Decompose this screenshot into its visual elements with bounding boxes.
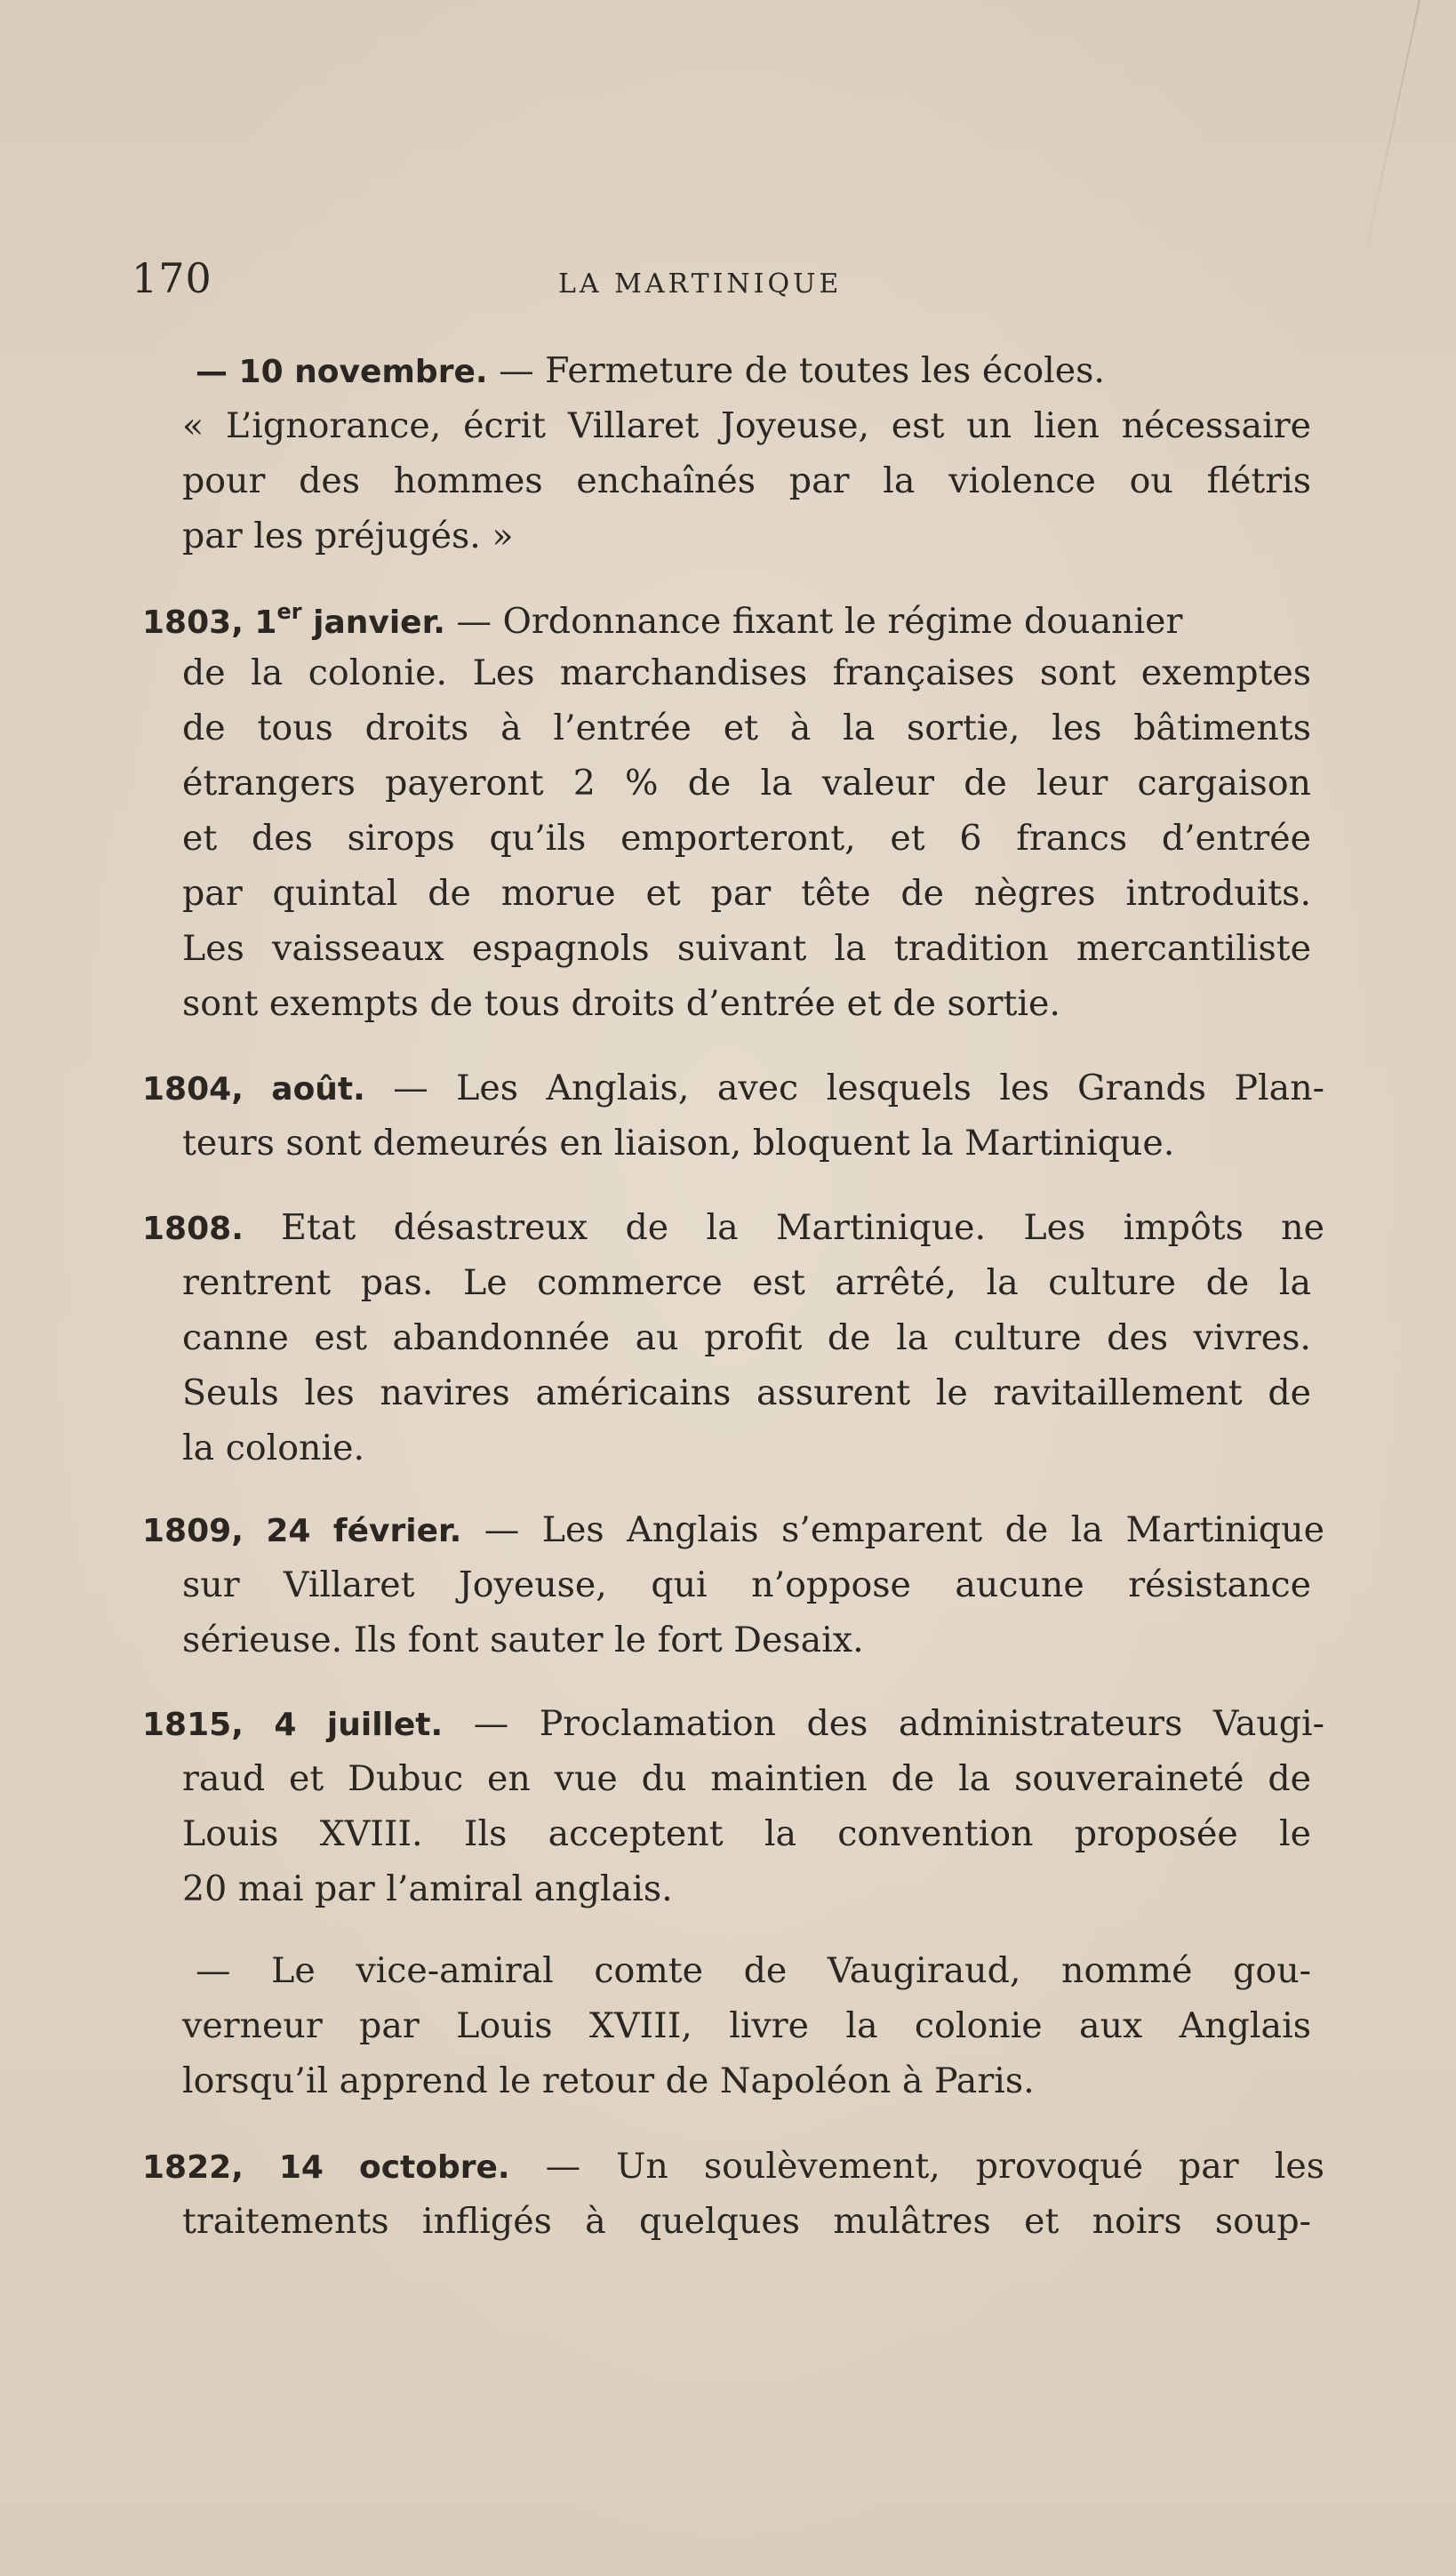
- entry-line: par quintal de morue et par tête de nègres introduits.: [182, 873, 1311, 914]
- running-title: LA MARTINIQUE: [558, 268, 843, 300]
- entry-line: Les vaisseaux espagnols suivant la tradition mercantiliste: [182, 928, 1311, 969]
- entry-line: — Le vice-amiral comte de Vaugiraud, nommé gou-: [196, 1950, 1311, 1991]
- entry-date: 1822, 14 octobre.: [142, 2149, 510, 2186]
- page-header: [132, 254, 1323, 308]
- entry-text: — Les Anglais s’emparent de la Martinique: [461, 1509, 1325, 1550]
- entry-line: Seuls les navires américains assurent le ravitaillement de: [182, 1372, 1311, 1413]
- entry-line: [142, 1207, 1324, 1257]
- entry-line: sérieuse. Ils font sauter le fort Desaix.: [182, 1620, 864, 1660]
- entry-line: canne est abandonnée au profit de la culture des vivres.: [182, 1317, 1311, 1358]
- entry-line: [142, 1509, 1325, 1559]
- entry-line: 20 mai par l’amiral anglais.: [182, 1868, 673, 1909]
- entry-text: Etat désastreux de la Martinique. Les impôts ne: [243, 1207, 1324, 1248]
- entry-line: verneur par Louis XVIII, livre la colonie aux Anglais: [182, 2005, 1311, 2046]
- entry-date: 1803, 1er janvier.: [142, 599, 445, 641]
- entry-line: traitements infligés à quelques mulâtres et noirs soup-: [182, 2201, 1311, 2242]
- entry-line: [142, 1068, 1324, 1117]
- entry-line: teurs sont demeurés en liaison, bloquent la Martinique.: [182, 1123, 1175, 1164]
- entry-date: 1809, 24 février.: [142, 1513, 462, 1549]
- entry-line: [142, 1703, 1324, 1753]
- entry-line: [142, 2146, 1324, 2196]
- entry-date: — 10 novembre.: [196, 354, 488, 390]
- page-edge-shadow: [1357, 0, 1420, 287]
- entry-line: de la colonie. Les marchandises françaises sont exemptes: [182, 652, 1311, 693]
- entry-line: [142, 601, 1182, 647]
- entry-line: étrangers payeront 2 % de la valeur de leur cargaison: [182, 763, 1311, 804]
- entry-line: lorsqu’il apprend le retour de Napoléon à Paris.: [182, 2060, 1035, 2101]
- entry-line: [196, 350, 1105, 400]
- entry-line: et des sirops qu’ils emporteront, et 6 francs d’entrée: [182, 818, 1311, 859]
- entry-text: — Ordonnance fixant le régime douanier: [444, 601, 1183, 642]
- date-superscript: er: [276, 599, 302, 624]
- entry-line: « L’ignorance, écrit Villaret Joyeuse, est un lien nécessaire: [182, 405, 1311, 446]
- page-number: 170: [132, 254, 212, 302]
- entry-line: sont exempts de tous droits d’entrée et de sortie.: [182, 983, 1060, 1024]
- entry-line: la colonie.: [182, 1428, 365, 1468]
- entry-line: pour des hommes enchaînés par la violence ou flétris: [182, 460, 1311, 501]
- entry-text: — Un soulèvement, provoqué par les: [509, 2146, 1324, 2187]
- entry-text: — Proclamation des administrateurs Vaugi-: [443, 1703, 1324, 1744]
- entry-date: 1808.: [142, 1211, 244, 1247]
- entry-line: de tous droits à l’entrée et à la sortie, les bâtiments: [182, 708, 1311, 748]
- entry-line: sur Villaret Joyeuse, qui n’oppose aucune résistance: [182, 1564, 1311, 1605]
- entry-date: 1804, août.: [142, 1071, 365, 1108]
- entry-text: — Fermeture de toutes les écoles.: [487, 350, 1105, 391]
- entry-line: Louis XVIII. Ils acceptent la convention proposée le: [182, 1813, 1311, 1854]
- entry-text: — Les Anglais, avec lesquels les Grands Plan-: [364, 1068, 1324, 1108]
- entry-line: par les préjugés. »: [182, 516, 514, 556]
- entry-date: 1815, 4 juillet.: [142, 1707, 444, 1743]
- entry-line: rentrent pas. Le commerce est arrêté, la culture de la: [182, 1262, 1311, 1303]
- entry-line: raud et Dubuc en vue du maintien de la souveraineté de: [182, 1758, 1311, 1799]
